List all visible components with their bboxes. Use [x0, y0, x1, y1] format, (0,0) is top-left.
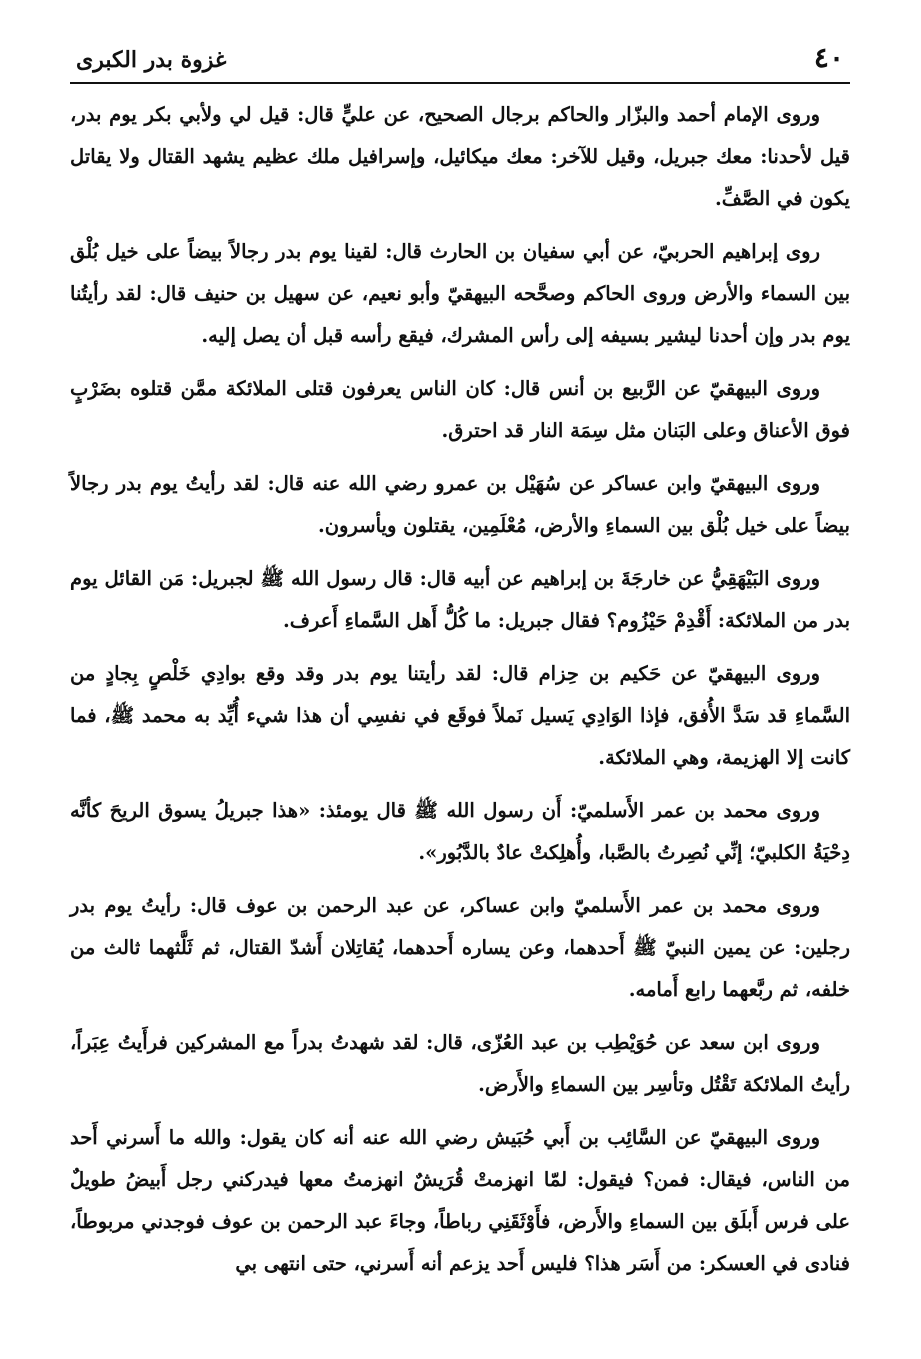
paragraph: وروى البيهقيّ عن السَّائِب بن أَبي حُبَيش رضي الله عنه أنه كان يقول: والله ما أَسرني أَحد من الناس، فيقال: فمن؟ فيقول: لمّا انهزمتْ قُرَيشٌ انهزمتُ معها فيدركني رجل أَبيضُ طويلٌ على فرس أَبلَق بين السماءِ والأَرض، فأَوْثَقَنِي رباطاً، وجاءَ عبد الرحمن بن عوف فوجدني مربوطاً، فنادى في العسكر: من أَسَر هذا؟ فليس أَحد يزعم أنه أَسرني، حتى انتهى بي: [70, 1126, 850, 1275]
paragraph: وروى محمد بن عمر الأَسلميّ وابن عساكر، عن عبد الرحمن بن عوف قال: رأيتُ يوم بدر رجلين: عن يمين النبيّ ﷺ أَحدهما، وعن يساره أَحدهما، يُقاتِلان أَشدّ القتال، ثم ثَلَّثهما ثالث من خلفه، ثم ربَّعهما رابع أَمامه.: [70, 894, 850, 1001]
running-header: [70, 38, 850, 84]
paragraph: روى إبراهيم الحربيّ، عن أبي سفيان بن الحارث قال: لقينا يوم بدر رجالاً بيضاً على خيل بُلْق بين السماء والأرض وروى الحاكم وصحَّحه البيهقيّ وأبو نعيم، عن سهيل بن حنيف قال: لقد رأيتُنا يوم بدر وإن أحدنا ليشير بسيفه إلى رأس المشرك، فيقع رأسه قبل أن يصل إليه.: [70, 240, 850, 347]
page-number: ٤٠: [813, 41, 844, 74]
running-title: غزوة بدر الكبرى: [76, 47, 227, 73]
paragraph: وروى البيهقيّ عن حَكيم بن حِزام قال: لقد رأيتنا يوم بدر وقد وقع بوادِي خَلْصٍ بِجادٍ من السَّماءِ قد سَدَّ الأُفق، فإذا الوَادِي يَسيل نَملاً فوقَع في نفسِي أن هذا شيء أُيِّد به محمد ﷺ، فما كانت إلا الهزيمة، وهي الملائكة.: [70, 662, 850, 769]
paragraph: وروى البيهقيّ عن الرَّبيع بن أنس قال: كان الناس يعرفون قتلى الملائكة ممَّن قتلوه بضَرْبٍ فوق الأعناق وعلى البَنان مثل سِمَة النار قد احترق.: [70, 377, 850, 442]
paragraph: وروى محمد بن عمر الأَسلميّ: أَن رسول الله ﷺ قال يومئذ: «هذا جبريلُ يسوق الريحَ كأنَّه دِحْيَةُ الكلبيّ؛ إنِّي نُصِرتُ بالصَّبا، وأُهلِكتْ عادٌ بالدَّبُور».: [70, 799, 850, 864]
book-page: [70, 38, 850, 1338]
paragraph: وروى الإمام أحمد والبزّار والحاكم برجال الصحيح، عن عليٍّ قال: قيل لي ولأبي بكر يوم بدر، قيل لأحدنا: معك جبريل، وقيل للآخر: معك ميكائيل، وإسرافيل ملك عظيم يشهد القتال ولا يقاتل يكون في الصَّفِّ.: [70, 103, 850, 210]
paragraph: وروى ابن سعد عن حُوَيْطِب بن عبد العُزّى، قال: لقد شهدتُ بدراً مع المشركين فرأَيتُ عِبَراً، رأيتُ الملائكة تَقْتُل وتأسِر بين السماءِ والأَرض.: [70, 1031, 850, 1096]
page-body: [70, 94, 850, 1285]
paragraph: وروى البَيْهَقِيُّ عن خارجَةَ بن إبراهيم عن أبيه قال: قال رسول الله ﷺ لجبريل: مَن القائل يوم بدر من الملائكة: أَقْدِمْ حَيْزُوم؟ فقال جبريل: ما كُلُّ أَهل السَّماءِ أَعرف.: [70, 567, 850, 632]
paragraph: وروى البيهقيّ وابن عساكر عن سُهَيْل بن عمرو رضي الله عنه قال: لقد رأيتُ يوم بدر رجالاً بيضاً على خيل بُلْق بين السماءِ والأرض، مُعْلَمِين، يقتلون ويأسرون.: [70, 472, 850, 537]
